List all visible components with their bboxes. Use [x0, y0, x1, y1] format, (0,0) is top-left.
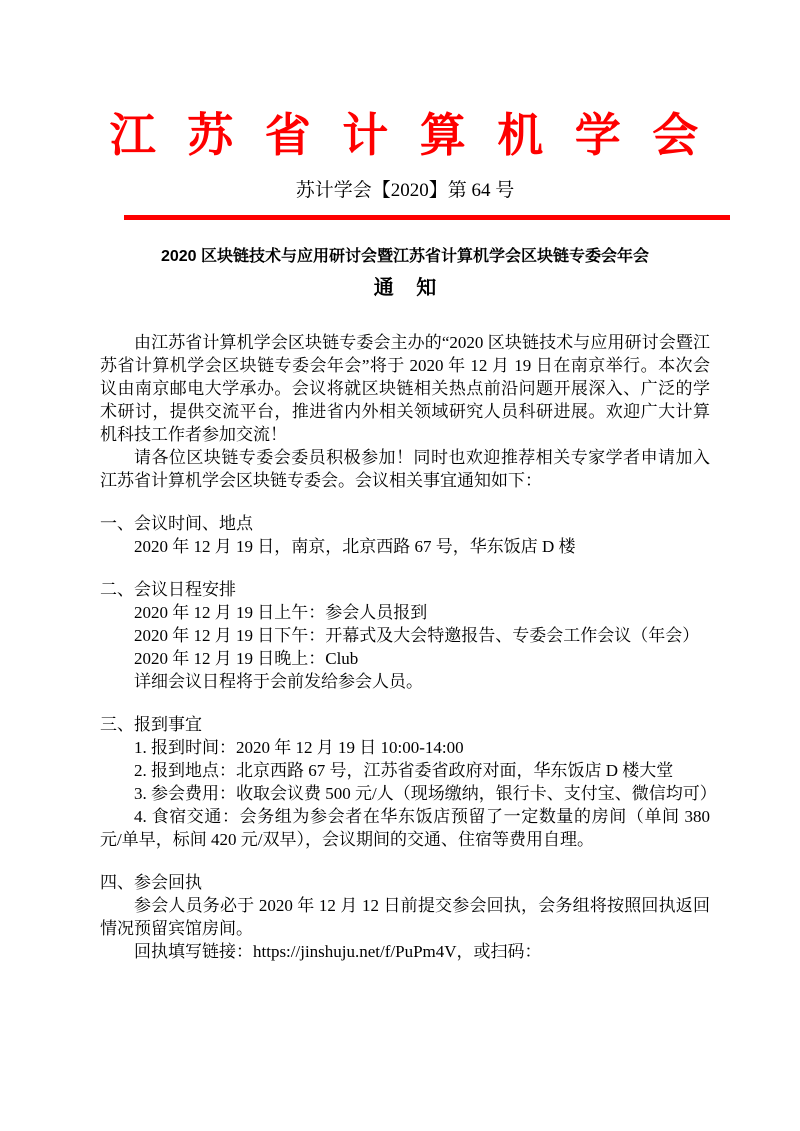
notice-label: 通 知 [373, 277, 437, 299]
notice-body [100, 331, 717, 963]
section-meeting-time-place [100, 512, 710, 558]
section-line: 2020 年 12 月 19 日，南京，北京西路 67 号，华东饭店 D 楼 [134, 537, 576, 556]
section-registration [100, 713, 717, 851]
paragraph-intro: 由江苏省计算机学会区块链专委会主办的“2020 区块链技术与应用研讨会暨江苏省计算机学会区块链专委会年会”将于 2020 年 12 月 19 日在南京举行。本次会议由南京邮电大学承办。会议将就区块链相关热点前沿问题开展深入、广泛的学术研讨，提供交流平台，推进省内外相关领域研究人员科研进展。欢迎广大计算机科技工作者参加交流！ [100, 333, 710, 444]
section-heading-reply-receipt: 四、参会回执 [100, 873, 202, 892]
section-line: 3. 参会费用：收取会议费 500 元/人（现场缴纳，银行卡、支付宝、微信均可） [134, 784, 717, 803]
doc-number: 苏计学会【2020】第 64 号 [295, 180, 515, 201]
section-heading-registration: 三、报到事宜 [100, 715, 202, 734]
section-line-receipt-link: 回执填写链接：https://jinshuju.net/f/PuPm4V，或扫码： [134, 942, 542, 961]
section-line: 2020 年 12 月 19 日下午：开幕式及大会特邀报告、专委会工作会议（年会） [134, 626, 700, 645]
notice-title: 2020 区块链技术与应用研讨会暨江苏省计算机学会区块链专委会年会 [160, 248, 650, 265]
section-line: 参会人员务必于 2020 年 12 月 12 日前提交参会回执，会务组将按照回执返回情况预留宾馆房间。 [100, 896, 710, 938]
paragraph-invitation: 请各位区块链专委会委员积极参加！同时也欢迎推荐相关专家学者申请加入江苏省计算机学会区块链专委会。会议相关事宜通知如下： [100, 448, 710, 490]
section-reply-receipt [100, 871, 710, 963]
section-line: 2020 年 12 月 19 日上午：参会人员报到 [134, 603, 428, 622]
section-line: 2. 报到地点：北京西路 67 号，江苏省委省政府对面，华东饭店 D 楼大堂 [134, 761, 674, 780]
section-heading-meeting-time-place: 一、会议时间、地点 [100, 514, 253, 533]
section-agenda [100, 578, 710, 693]
org-title: 江 苏 省 计 算 机 学 会 [109, 110, 701, 161]
section-line: 2020 年 12 月 19 日晚上：Club [134, 649, 359, 668]
section-line: 详细会议日程将于会前发给参会人员。 [134, 672, 423, 691]
section-line: 1. 报到时间：2020 年 12 月 19 日 10:00-14:00 [134, 738, 464, 757]
section-line: 4. 食宿交通：会务组为参会者在华东饭店预留了一定数量的房间（单间 380 元/单早，标间 420 元/双早），会议期间的交通、住宿等费用自理。 [100, 807, 710, 849]
header-divider-rule [124, 215, 730, 220]
section-heading-agenda: 二、会议日程安排 [100, 580, 236, 599]
